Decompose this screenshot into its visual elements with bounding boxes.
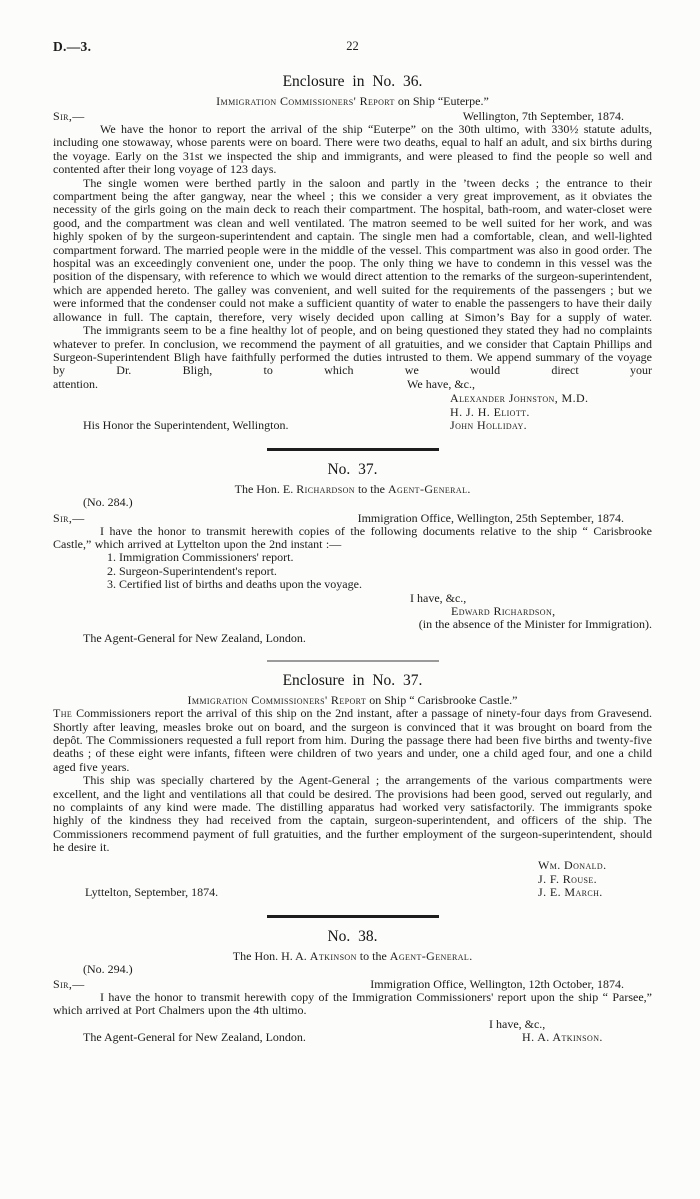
addressee: The Agent-General for New Zealand, London. (83, 1030, 306, 1045)
paragraph: This ship was specially chartered by the Agent-General ; the arrangements of the various compartments were excellent, and the light and ventilations all that could be desired. The provisions had been good, served out regularly, and no complaints of any kind were made. The distilling apparatus had worked very satisfactorily. The immigrants spoke highly of the kindness they had received from the captain, surgeon-superintendent, and officers of the ship. The Commissioners recommend payment of full gratuities, and the further employment of the surgeon-superintendent, should he desire it. (53, 773, 652, 855)
paragraph: The Commissioners report the arrival of this ship on the 2nd instant, after a passage of ninety-four days from Gravesend. Shortly after leaving, measles broke out on board, and the surgeon is convinced that it was brought on board from the depôt. The Commissioners requested a full report from him. During the passage there had been five births and twenty-five deaths ; of these eight were infants, fifteen were children of two years and under, one a child aged four, and one a child aged five years. (53, 706, 652, 774)
section-divider (267, 660, 439, 662)
letter-heading: The Hon. E. Richardson to the Agent-General. (234, 482, 471, 497)
letter-ref: (No. 284.) (83, 495, 133, 510)
addressee-row (53, 1031, 652, 1045)
paragraph: The single women were berthed partly in the saloon and partly in the ’tween decks ; the entrance to their compartment being the after gangway, near the wheel ; this we consider a very great improvement, as it obviates the necessity of the girls going on the main deck to reach their compartment. The hospital, bath-room, and water-closet were good, and the compartment was clean and well ventilated. The matron seemed to be well suited for her work, and was highly spoken of by the surgeon-superintendent and captain. The single men had a comfortable, clean, and well-lighted compartment forward. The married people were in the middle of the vessel. This compartment was also in good order. The hospital was an exceedingly convenient one, under the poop. The only thing we have to condemn in this vessel was the position of the dispensary, with reference to which we would direct attention to the remarks of the surgeon-superintendent, which are appended hereto. The galley was convenient, and well suited for the requirements of the passengers ; but we were informed that the condenser could not make a sufficient quantity of water to enable the passengers to have their daily allowance in full. The captain, therefore, very wisely decided upon calling at Simon’s Bay for a supply of water. (53, 175, 652, 324)
page-number: 22 (346, 39, 359, 53)
signature-block (450, 391, 652, 419)
section-no-38 (53, 928, 652, 1046)
letter-number: No. 37. (327, 461, 378, 479)
dateline: Immigration Office, Wellington, 25th September, 1874. (357, 510, 624, 525)
signature: Wm. Donald. (538, 857, 607, 872)
enclosure-36-subtitle (53, 94, 652, 108)
letter-ref: (No. 294.) (83, 961, 133, 976)
salutation: Sir,— (53, 977, 85, 992)
subtitle-rest: on Ship “Euterpe.” (394, 94, 489, 108)
signature: John Holliday. (450, 418, 528, 433)
paragraph: I have the honor to transmit herewith copy of the Immigration Commissioners' report upon the ship “ Parsee,” which arrived at Port Chalmers upon the 4th ultimo. (53, 990, 652, 1018)
addressee: His Honor the Superintendent, Wellington. (83, 418, 289, 433)
valediction-row (53, 378, 652, 391)
signature: Edward Richardson, (451, 603, 556, 618)
section-enclosure-36 (53, 73, 652, 433)
subtitle-rest: on Ship “ Carisbrooke Castle.” (366, 693, 518, 708)
subtitle-smallcaps: Immigration Commissioners' Report (187, 693, 367, 708)
dateline: Wellington, 7th September, 1874. (462, 109, 624, 123)
valediction: I have, &c., (489, 1016, 546, 1031)
signature: J. F. Rouse. (538, 871, 598, 886)
enclosure-37-title: Enclosure in No. 37. (282, 672, 423, 690)
doc-reference: D.—3. (53, 39, 92, 54)
enclosure-36-title: Enclosure in No. 36. (282, 73, 423, 90)
dateline: Immigration Office, Wellington, 12th October, 1874. (370, 977, 624, 992)
paragraph: We have the honor to report the arrival of the ship “Euterpe” on the 30th ultimo, with 330½ statute adults, including one stowaway, whose parents were on board. There were two deaths, equal to half an adult, and six births during the voyage. Early on the 31st we inspected the ship and immigrants, and were pleased to find the people so well and contented after their long voyage of 123 days. (53, 122, 652, 177)
paragraph-tail: attention. (53, 376, 98, 391)
page-header (53, 40, 652, 55)
signature: H. J. H. Eliott. (450, 405, 530, 420)
salutation-row (53, 977, 652, 991)
document-list-item: 3. Certified list of births and deaths upon the voyage. (107, 577, 362, 592)
salutation-row (53, 511, 652, 525)
signature-note: (in the absence of the Minister for Immigration). (418, 617, 652, 632)
signature: J. E. March. (538, 884, 603, 899)
document-list (107, 551, 652, 591)
salutation-row (53, 109, 652, 123)
salutation: Sir,— (53, 510, 85, 525)
valediction: I have, &c., (410, 590, 467, 605)
signature: H. A. Atkinson. (522, 1030, 603, 1045)
paragraph: I have the honor to transmit herewith copies of the following documents relative to the ship “ Carisbrooke Castle,” which arrived at Lyttelton upon the 2nd instant :— (53, 523, 652, 551)
enclosure-37-subtitle (53, 693, 652, 707)
section-divider (267, 915, 439, 918)
subtitle-smallcaps: Immigration Commissioners' Report (216, 94, 395, 108)
paragraph-lead: The (53, 706, 73, 721)
document-list-item: 2. Surgeon-Superintendent's report. (107, 563, 277, 578)
valediction: We have, &c., (407, 376, 476, 391)
section-no-37 (53, 461, 652, 645)
addressee-row (53, 419, 652, 433)
signature-block (538, 858, 652, 886)
dateline-row (53, 886, 652, 900)
letter-number: No. 38. (327, 927, 378, 945)
signature: Alexander Johnston, M.D. (450, 391, 589, 406)
paragraph: The immigrants seem to be a fine healthy lot of people, and on being questioned they stated they had no complaints whatever to prefer. In conclusion, we recommend the payment of all gratuities, and we consider that Captain Phillips and Surgeon-Superintendent Bligh have faithfully performed the duties intrusted to them. We append summary of the voyage by Dr. Bligh, to which we would direct your (53, 323, 652, 378)
section-divider (267, 448, 439, 451)
letter-heading: The Hon. H. A. Atkinson to the Agent-General. (232, 948, 473, 963)
section-enclosure-37 (53, 672, 652, 899)
addressee: The Agent-General for New Zealand, London. (83, 630, 306, 645)
document-list-item: 1. Immigration Commissioners' report. (107, 550, 294, 565)
salutation: Sir,— (53, 109, 85, 123)
place-dateline: Lyttelton, September, 1874. (85, 884, 219, 899)
